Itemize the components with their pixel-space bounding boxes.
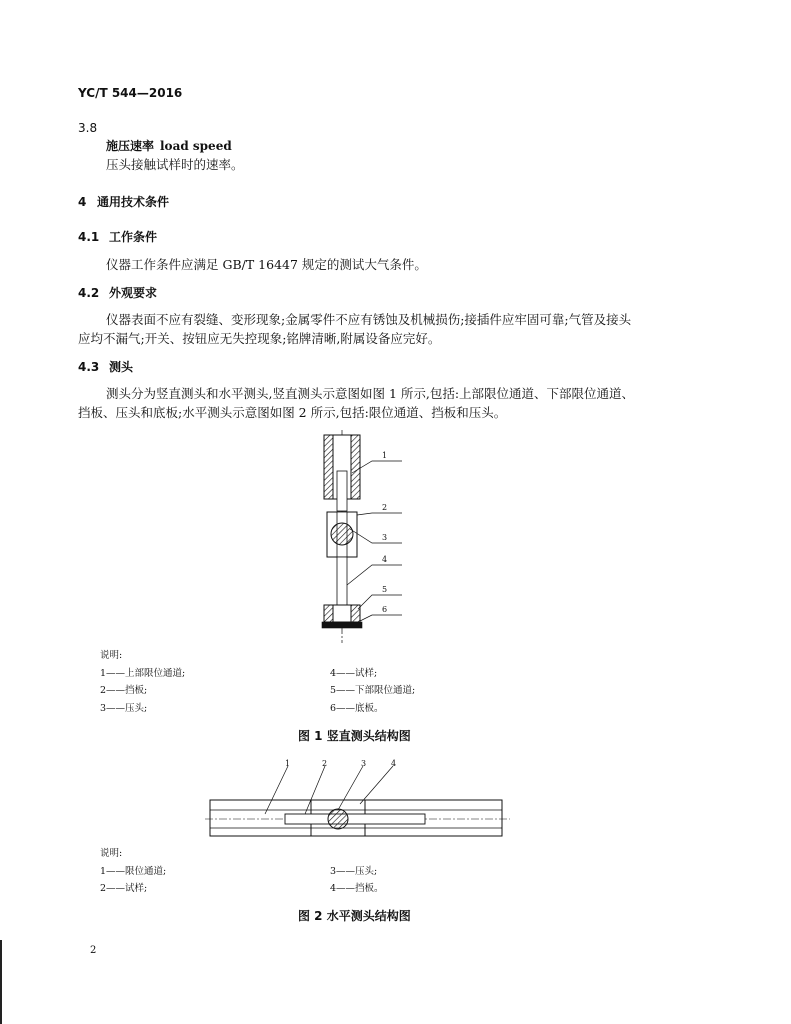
- section-text-4-2-line1: 仪器表面不应有裂缝、变形现象;金属零件不应有锈蚀及机械损伤;接插件应牢固可靠;气管及接头: [106, 312, 632, 327]
- fig1-callout-1: 1: [382, 451, 388, 460]
- standard-code: YC/T 544—2016: [78, 86, 183, 100]
- term-chinese: 施压速率: [106, 139, 155, 153]
- fig2-legend-3: 3——压头;: [330, 866, 378, 877]
- fig1-callout-3: 3: [382, 533, 388, 542]
- base-plate: [322, 622, 362, 628]
- section-text-4-3-line2: 挡板、压头和底板;水平测头示意图如图 2 所示,包括:限位通道、挡板和压头。: [78, 405, 507, 420]
- fig1-callout-5: 5: [382, 585, 388, 594]
- section-number-4-3: 4.3: [78, 360, 100, 374]
- section-number-4-2: 4.2: [78, 286, 100, 300]
- section-title-4-1: 工作条件: [109, 230, 158, 244]
- fig1-callout-4: 4: [382, 555, 388, 564]
- fig2-legend-2: 2——试样;: [100, 883, 148, 894]
- fig1-legend-5: 5——下部限位通道;: [330, 685, 416, 696]
- section-text-4-3-line1: 测头分为竖直测头和水平测头,竖直测头示意图如图 1 所示,包括:上部限位通道、下部限位通道、: [106, 386, 635, 401]
- fig1-caption: 图 1 竖直测头结构图: [298, 729, 411, 743]
- scan-edge-mark: [0, 940, 2, 1024]
- sample: [285, 814, 425, 824]
- fig1-legend-2: 2——挡板;: [100, 685, 148, 696]
- sample-upper: [337, 471, 347, 511]
- fig1-legend-3: 3——压头;: [100, 703, 148, 714]
- fig2-caption: 图 2 水平测头结构图: [298, 909, 411, 923]
- term-definition: 压头接触试样时的速率。: [106, 157, 244, 172]
- fig2-callout-4: 4: [391, 759, 397, 768]
- fig2-callout-2: 2: [322, 759, 328, 768]
- fig2-legend-title: 说明:: [100, 848, 123, 859]
- figure1-vertical-probe-diagram: [300, 425, 440, 645]
- term-english: load speed: [160, 139, 232, 153]
- section-title-4-2: 外观要求: [109, 286, 158, 300]
- indenter: [328, 809, 348, 829]
- section-text-4-2-line2: 应均不漏气;开关、按钮应无失控现象;铭牌清晰,附属设备应完好。: [78, 331, 441, 346]
- fig2-legend-1: 1——限位通道;: [100, 866, 167, 877]
- section-text-4-1: 仪器工作条件应满足 GB/T 16447 规定的测试大气条件。: [106, 257, 427, 272]
- section-number-3-8: 3.8: [78, 121, 98, 135]
- figure2-horizontal-probe-diagram: [205, 758, 510, 838]
- fig1-callout-6: 6: [382, 605, 388, 614]
- fig2-callout-1: 1: [285, 759, 291, 768]
- fig1-callout-2: 2: [382, 503, 388, 512]
- indenter: [331, 523, 353, 545]
- fig2-callout-3: 3: [361, 759, 367, 768]
- section-number-4: 4: [78, 195, 87, 209]
- lower-limit-channel: [324, 605, 360, 622]
- fig1-legend-6: 6——底板。: [330, 703, 384, 714]
- fig1-legend-4: 4——试样;: [330, 668, 378, 679]
- page-number: 2: [90, 945, 97, 956]
- section-title-4-3: 测头: [109, 360, 134, 374]
- section-number-4-1: 4.1: [78, 230, 100, 244]
- fig2-legend-4: 4——挡板。: [330, 883, 384, 894]
- fig1-legend-1: 1——上部限位通道;: [100, 668, 186, 679]
- fig1-legend-title: 说明:: [100, 650, 123, 661]
- section-title-4: 通用技术条件: [97, 195, 170, 209]
